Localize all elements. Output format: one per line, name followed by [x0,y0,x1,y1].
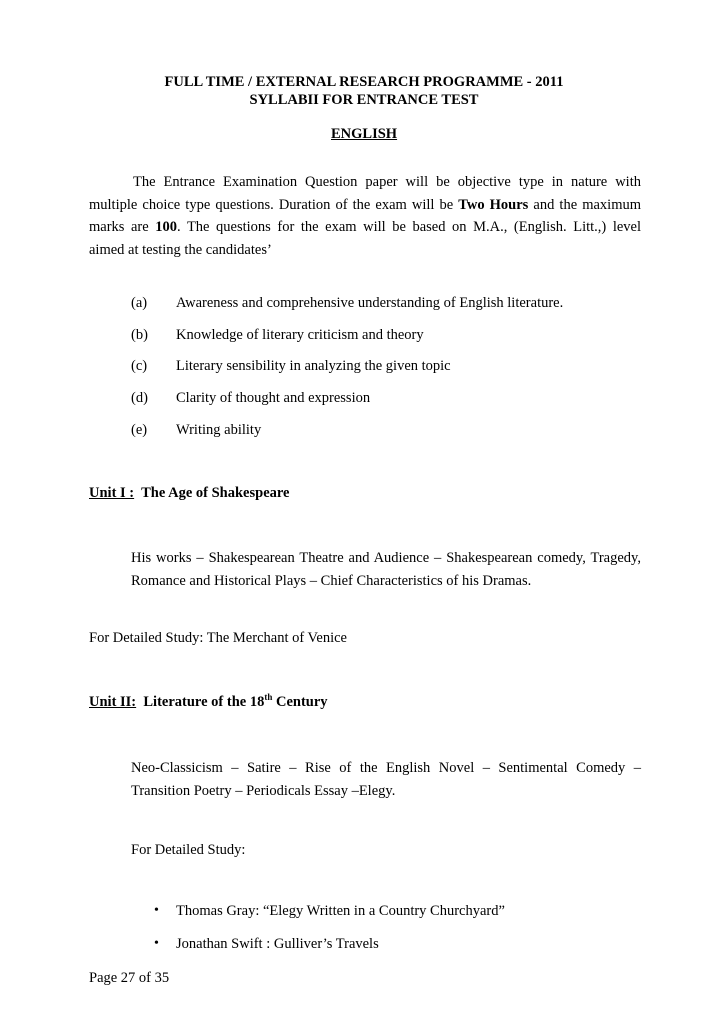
unit2-label: Unit II: [89,694,137,710]
page-number: Page 27 of 35 [89,970,170,986]
unit2-description [131,757,641,802]
list-item: Jonathan Swift : Gulliver’s Travels [176,936,379,952]
intro-line-2-tail: and the maximum [533,196,642,213]
unit2-detailed-label: For Detailed Study: [131,842,246,858]
criteria-item: Knowledge of literary criticism and theory [176,327,424,343]
criteria-marker: (a) [131,295,148,311]
max-marks: 100 [155,219,178,235]
exam-duration: Two Hours [458,196,529,213]
unit2-desc-line-2: Transition Poetry – Periodicals Essay –Elegy. [131,782,396,799]
intro-line-3-tail: . The questions for the exam will be based on M.A., (English. Litt.,) level [177,219,641,235]
intro-line-1: The Entrance Examination Question paper will be objective type in nature with [133,174,641,190]
criteria-marker: (c) [131,358,148,374]
subject-heading: ENGLISH [331,126,398,142]
intro-line-4: aimed at testing the candidates’ [89,241,272,258]
bullet-icon: • [154,936,159,951]
intro-line-2-text: multiple choice type questions. Duration of the exam will be [89,196,454,213]
criteria-marker: (e) [131,422,148,438]
unit2-title-sup: th [264,692,273,703]
intro-line-3 [89,216,641,239]
unit1-label: Unit I : [89,485,135,501]
unit1-desc-line-2: Romance and Historical Plays – Chief Characteristics of his Dramas. [131,572,532,589]
doc-title-line1: FULL TIME / EXTERNAL RESEARCH PROGRAMME - 2011 [164,74,564,90]
intro-line-3-head: marks are [89,219,149,235]
bullet-icon: • [154,903,159,918]
unit1-desc-line-1: His works – Shakespearean Theatre and Audience – Shakespearean comedy, Tragedy, [131,550,641,566]
criteria-marker: (d) [131,390,148,406]
intro-paragraph [89,171,641,261]
list-item: Thomas Gray: “Elegy Written in a Country Churchyard” [176,903,505,919]
unit1-title: The Age of Shakespeare [141,485,290,501]
criteria-marker: (b) [131,327,148,343]
unit1-description [131,547,641,592]
unit2-desc-line-1: Neo-Classicism – Satire – Rise of the English Novel – Sentimental Comedy – [131,760,641,776]
criteria-item: Awareness and comprehensive understanding of English literature. [176,295,564,311]
criteria-item: Writing ability [176,422,262,438]
doc-title-line2: SYLLABII FOR ENTRANCE TEST [249,92,479,108]
unit2-title-pre: Literature of the 18 [143,694,265,710]
criteria-item: Clarity of thought and expression [176,390,371,406]
unit1-heading [89,485,290,502]
unit1-detailed-study: For Detailed Study: The Merchant of Venice [89,630,347,646]
intro-line-2 [89,194,641,217]
unit2-heading [89,694,328,711]
criteria-item: Literary sensibility in analyzing the given topic [176,358,451,374]
unit2-title-post: Century [272,694,328,710]
